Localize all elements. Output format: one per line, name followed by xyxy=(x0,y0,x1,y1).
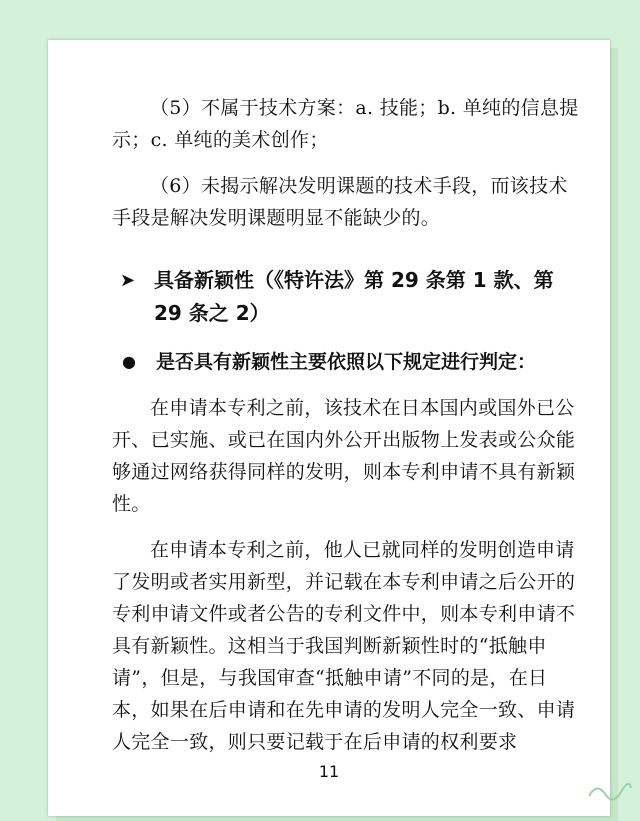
page-number: 11 xyxy=(318,762,340,781)
section-heading xyxy=(112,264,580,330)
document-page xyxy=(48,40,610,816)
bullet-point xyxy=(112,346,580,378)
squiggle-mark xyxy=(585,776,635,806)
paragraph-item-5: （5）不属于技术方案：a. 技能；b. 单纯的信息提示；c. 单纯的美术创作； xyxy=(112,97,579,151)
paragraph-novelty-2: 在申请本专利之前，他人已就同样的发明创造申请了发明或者实用新型，并记载在本专利申请之后公开的专利申请文件或者公告的专利文件中，则本专利申请不具有新颖性。这相当于我国判断新颖性时的“抵触申请”，但是，与我国审查“抵触申请”不同的是，在日本，如果在后申请和在先申请的发明人完全一致、申请人完全一致，则只要记载于在后申请的权利要求 xyxy=(112,539,576,753)
bullet-point-text: 是否具有新颖性主要依照以下规定进行判定： xyxy=(156,351,537,373)
bullet-dot-icon: ● xyxy=(122,352,136,371)
arrow-marker-icon: ➤ xyxy=(120,270,136,291)
paragraph-novelty-1: 在申请本专利之前，该技术在日本国内或国外已公开、已实施、或已在国内外公开出版物上发表或公众能够通过网络获得同样的发明，则本专利申请不具有新颖性。 xyxy=(112,397,576,515)
paragraph-item-6: （6）未揭示解决发明课题的技术手段，而该技术手段是解决发明课题明显不能缺少的。 xyxy=(112,175,568,229)
section-heading-text: 具备新颖性（《特许法》第 29 条第 1 款、第 29 条之 2） xyxy=(154,268,554,325)
